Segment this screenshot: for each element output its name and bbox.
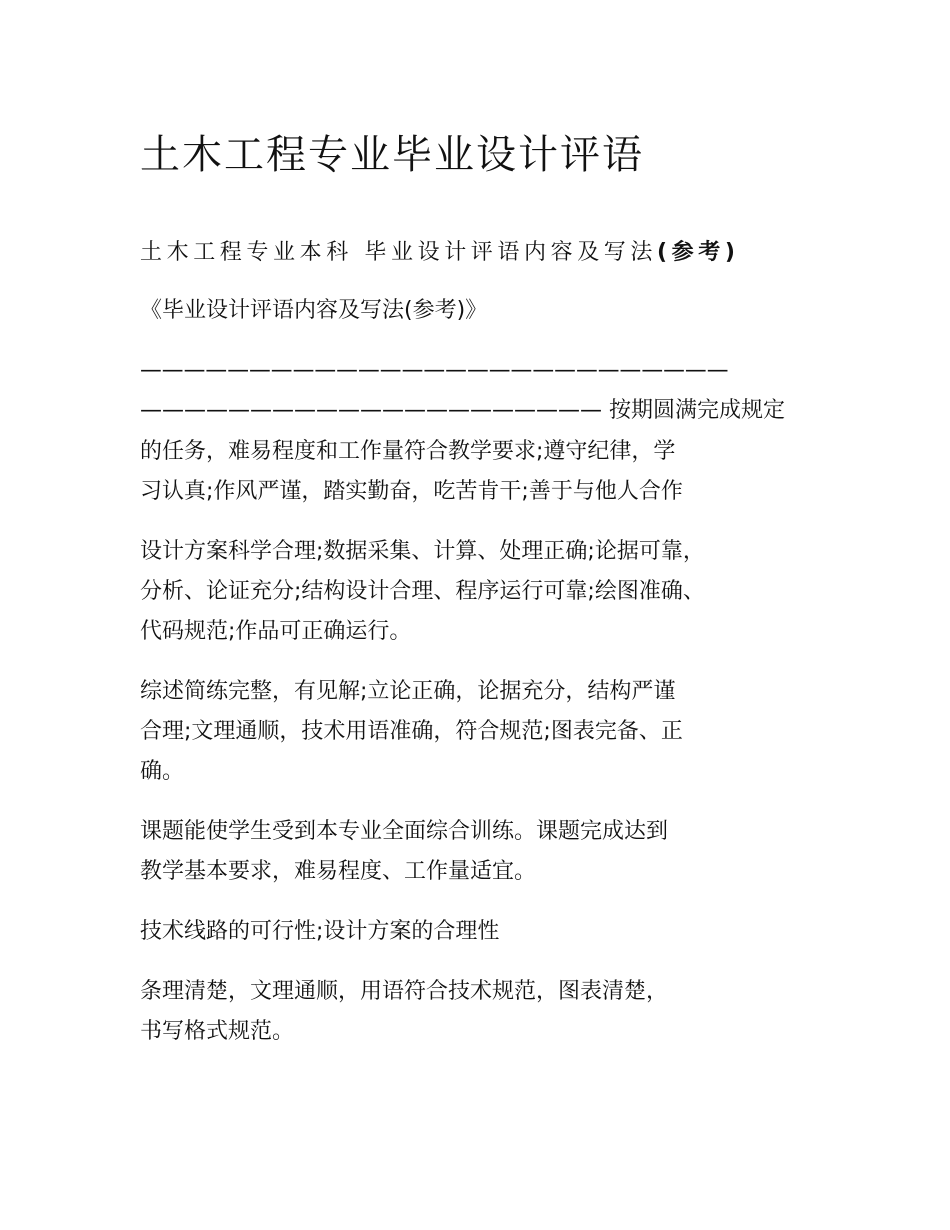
para1-line3: 习认真;作风严谨，踏实勤奋，吃苦肯干;善于与他人合作: [140, 479, 683, 504]
page-title: 土木工程专业毕业设计评语: [140, 132, 644, 178]
para2-line1: 设计方案科学合理;数据采集、计算、处理正确;论据可靠，: [140, 539, 705, 564]
subtitle-paren: (参考): [657, 240, 740, 265]
separator-line: ———————————————————————————: [140, 358, 729, 383]
para1-line1: ————————————————————— 按期圆满完成规定: [140, 398, 785, 423]
para6-line1: 条理清楚，文理通顺，用语符合技术规范，图表清楚，: [140, 979, 669, 1004]
para3-line1: 综述简练完整，有见解;立论正确，论据充分，结构严谨: [140, 679, 676, 704]
para2-line2: 分析、论证充分;结构设计合理、程序运行可靠;绘图准确、: [140, 579, 705, 604]
subtitle-main: 土木工程专业本科 毕业设计评语内容及写法: [140, 240, 657, 265]
para3-line3: 确。: [140, 759, 185, 784]
para2-line3: 代码规范;作品可正确运行。: [140, 619, 412, 644]
para5-line1: 技术线路的可行性;设计方案的合理性: [140, 919, 500, 944]
para1-line2: 的任务，难易程度和工作量符合教学要求;遵守纪律，学: [140, 439, 676, 464]
para4-line2: 教学基本要求，难易程度、工作量适宜。: [140, 859, 537, 884]
subtitle: [140, 236, 740, 270]
para6-line2: 书写格式规范。: [140, 1019, 295, 1044]
book-title: 《毕业设计评语内容及写法(参考)》: [140, 298, 488, 323]
para4-line1: 课题能使学生受到本专业全面综合训练。课题完成达到: [140, 819, 669, 844]
para3-line2: 合理;文理通顺，技术用语准确，符合规范;图表完备、正: [140, 719, 683, 744]
